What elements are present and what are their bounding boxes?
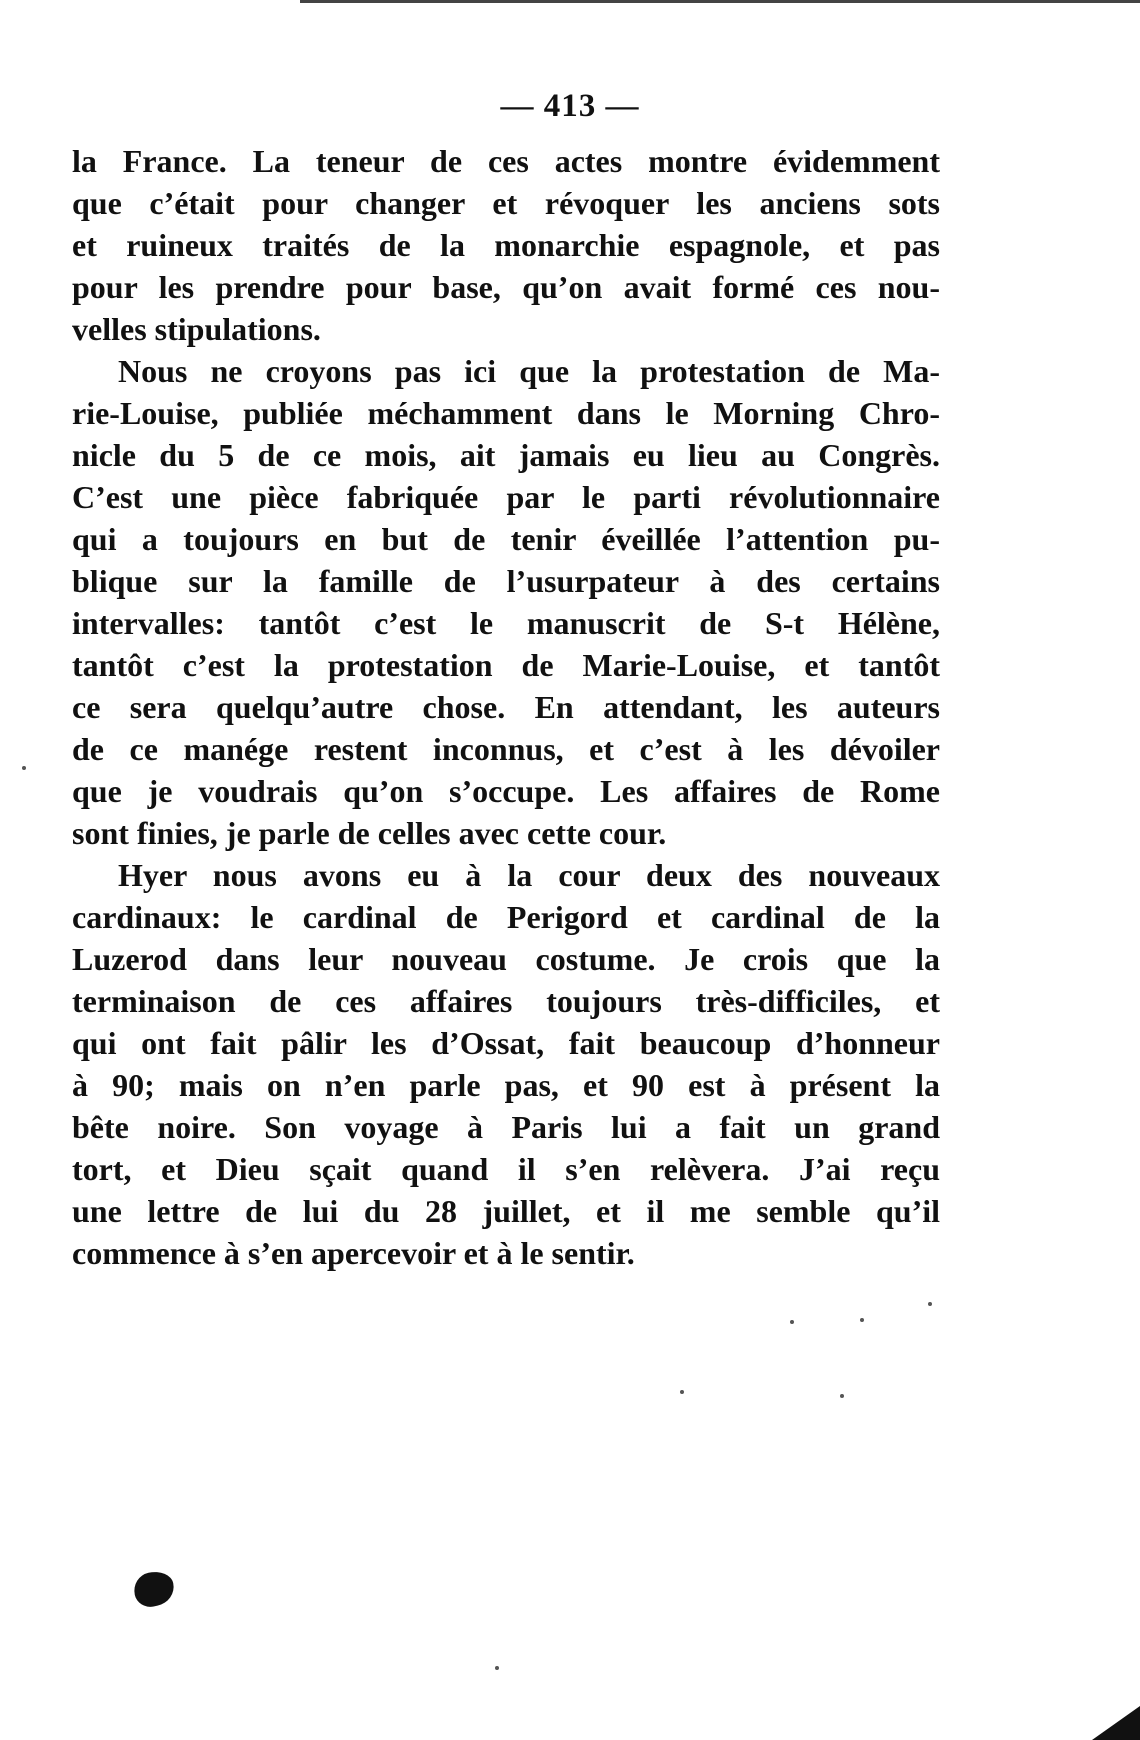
text-line: qui ont fait pâlir les d’Ossat, fait beaucoup d’honneur [72,1025,940,1061]
page-number: — 413 — [500,88,640,124]
corner-scan-mark [1092,1706,1140,1740]
text-line: blique sur la famille de l’usurpateur à des certains [72,563,940,599]
text-line: et ruineux traités de la monarchie espagnole, et pas [72,227,940,263]
text-line: commence à s’en apercevoir et à le sentir. [72,1235,635,1271]
text-line: cardinaux: le cardinal de Perigord et cardinal de la [72,899,940,935]
text-line: Nous ne croyons pas ici que la protestation de Ma- [118,353,940,389]
text-line: tort, et Dieu sçait quand il s’en relèvera. J’ai reçu [72,1151,940,1187]
body-text [72,140,940,1274]
speck [928,1302,932,1306]
speck [860,1318,864,1322]
text-line: que je voudrais qu’on s’occupe. Les affaires de Rome [72,773,940,809]
text-line: une lettre de lui du 28 juillet, et il me semble qu’il [72,1193,940,1229]
text-line: que c’était pour changer et révoquer les anciens sots [72,185,940,221]
text-line: pour les prendre pour base, qu’on avait formé ces nou- [72,269,940,305]
text-line: de ce manége restent inconnus, et c’est à les dévoiler [72,731,940,767]
speck [840,1394,844,1398]
text-line: rie-Louise, publiée méchamment dans le Morning Chro- [72,395,940,431]
text-line: terminaison de ces affaires toujours très-difficiles, et [72,983,940,1019]
text-line: Luzerod dans leur nouveau costume. Je crois que la [72,941,940,977]
text-line: qui a toujours en but de tenir éveillée l’attention pu- [72,521,940,557]
text-line: intervalles: tantôt c’est le manuscrit de S-t Hélène, [72,605,940,641]
text-line: ce sera quelqu’autre chose. En attendant, les auteurs [72,689,940,725]
text-line: nicle du 5 de ce mois, ait jamais eu lieu au Congrès. [72,437,940,473]
text-line: bête noire. Son voyage à Paris lui a fait un grand [72,1109,940,1145]
speck [680,1390,684,1394]
speck [22,766,26,770]
text-line: Hyer nous avons eu à la cour deux des nouveaux [118,857,940,893]
speck [495,1666,499,1670]
text-line: la France. La teneur de ces actes montre évidemment [72,143,940,179]
text-line: velles stipulations. [72,311,321,347]
text-line: tantôt c’est la protestation de Marie-Louise, et tantôt [72,647,940,683]
speck [790,1320,794,1324]
text-line: C’est une pièce fabriquée par le parti révolutionnaire [72,479,940,515]
text-line: sont finies, je parle de celles avec cette cour. [72,815,667,851]
ink-blot [131,1568,177,1610]
text-line: à 90; mais on n’en parle pas, et 90 est à présent la [72,1067,940,1103]
top-scan-border [300,0,1140,3]
